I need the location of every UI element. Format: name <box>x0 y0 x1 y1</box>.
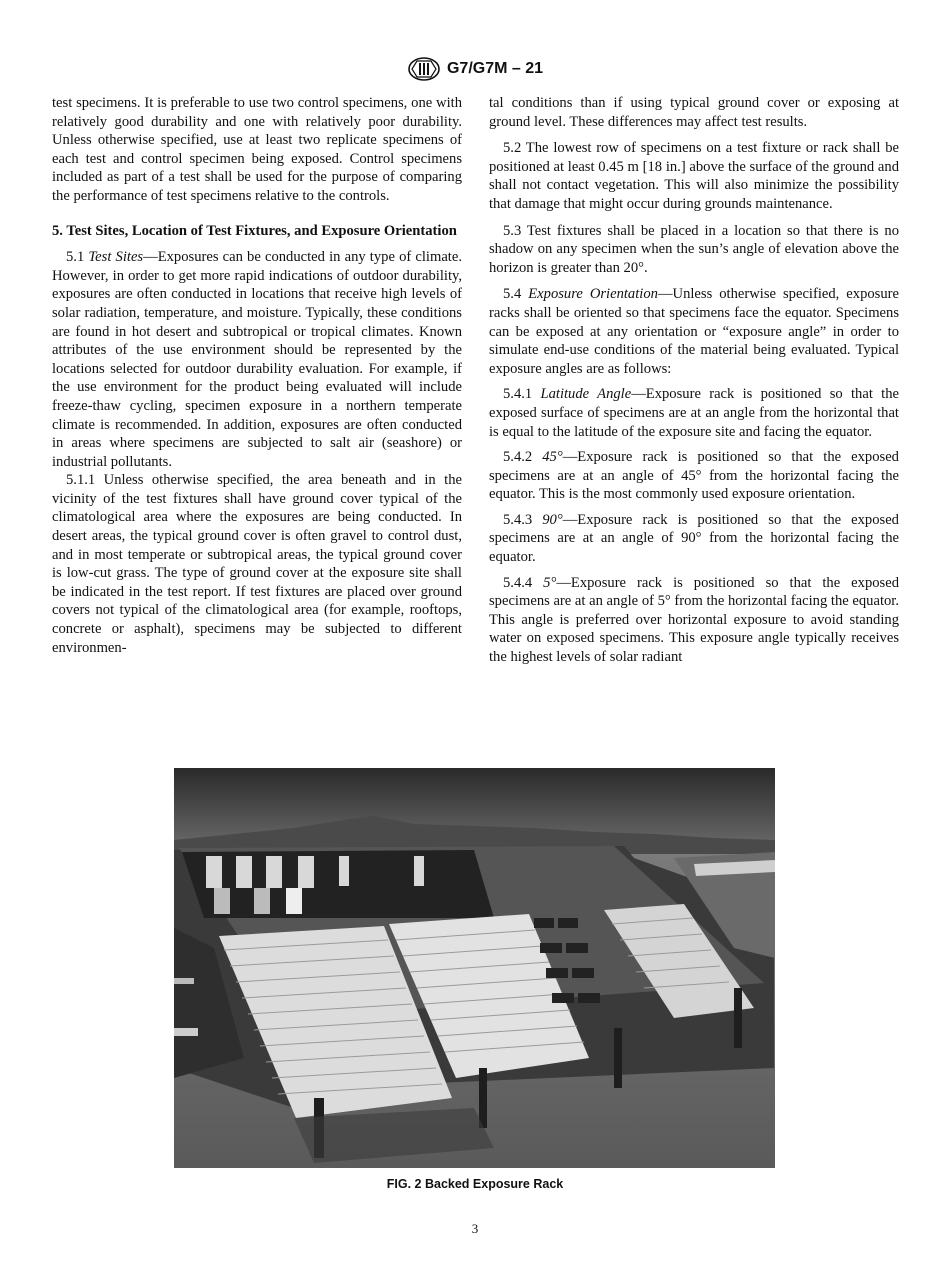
paragraph-5-4-2 <box>489 448 899 504</box>
paragraph-5-4-text: —Unless otherwise specified, exposure racks shall be oriented so that specimens face the equator. Specimens can be exposed at any orientation or “exposure angle” in order to simulate end-use conditions of the material being evaluated. Typical exposure angles are as follows: <box>489 286 899 377</box>
paragraph-5-4-1-title: Latitude Angle <box>540 386 632 403</box>
paragraph-5-1-1: 5.1.1 Unless otherwise specified, the area beneath and in the vicinity of the test fixtures shall have ground cover typical of the climatological area where the exposures are being conducted. In desert areas, the typical ground cover is often gravel to control dust, and in most temperate or subtropical areas, the typical ground cover is low-cut grass. The type of ground cover at the exposure site shall be indicated in the test report. If test fixtures are placed over ground covers not typical of the climatological area (for example, rooftops, concrete or asphalt), specimens may be subjected to different environmen- <box>52 472 462 656</box>
continued-paragraph: test specimens. It is preferable to use two control specimens, one with relatively good durability and one with relatively poor durability. Unless otherwise specified, use at least two replicate specimens of each test and control specimen being exposed. Control specimens included as part of a test shall be used for the purpose of comparing the performance of test specimens relative to the controls. <box>52 95 462 204</box>
paragraph-5-4-4-number: 5.4.4 <box>503 574 533 591</box>
paragraph-5-1-text: —Exposures can be conducted in any type of climate. However, in order to get more rapid indications of outdoor durability, exposures are often conducted in locations that receive high levels of solar radiation, temperature, and moisture. Typically, these conditions are found in hot desert and subtropical or tropical climates. Known attributes of the use environment should be represented by the locations selected for outdoor durability evaluation. For example, if the use environment for the product being evaluated will include freeze-thaw cycling, specimen exposure in a northern temperate climate is recommended. In addition, exposures are often conducted in areas where specimens are subjected to salt air (seashore) or industrial pollutants. <box>52 249 462 470</box>
paragraph-5-4-4 <box>489 574 899 667</box>
paragraph-5-4-1-number: 5.4.1 <box>503 386 533 403</box>
paragraph-5-3: 5.3 Test fixtures shall be placed in a location so that there is no shadow on any specimen when the sun’s angle of elevation above the horizon is greater than 20°. <box>489 222 899 276</box>
paragraph-5-4-3-title: 90° <box>542 511 563 528</box>
paragraph-5-4-4-text: —Exposure rack is positioned so that the exposed specimens are at an angle of 5° from the horizontal facing the equator. This angle is preferred over horizontal exposure to avoid standing water on exposed specimens. This exposure angle typically receives the highest levels of solar radiant <box>489 574 899 666</box>
paragraph-5-2: 5.2 The lowest row of specimens on a test fixture or rack shall be positioned at least 0.45 m [18 in.] above the surface of the ground and shall not contact vegetation. This will also minimize the possibility that damage that might occur during grounds maintenance. <box>489 140 899 212</box>
paragraph-5-4-3-number: 5.4.3 <box>503 511 533 528</box>
right-column <box>489 94 899 667</box>
paragraph-5-4-3 <box>489 511 899 567</box>
paragraph-5-4-2-text: —Exposure rack is positioned so that the exposed specimens are at an angle of 45° from the horizontal facing the equator. This is the most commonly used exposure orientation. <box>489 449 899 503</box>
left-column <box>52 94 462 657</box>
paragraph-5-1-title: Test Sites <box>88 249 144 266</box>
paragraph-5-1 <box>52 248 462 471</box>
paragraph-5-1-number: 5.1 <box>66 249 85 266</box>
paragraph-5-4-number: 5.4 <box>503 286 522 303</box>
astm-logo-icon <box>407 57 441 81</box>
page-header <box>0 57 950 81</box>
paragraph-5-4-2-number: 5.4.2 <box>503 449 533 466</box>
paragraph-5-4-title: Exposure Orientation <box>528 286 658 303</box>
continued-paragraph-right: tal conditions than if using typical ground cover or exposing at ground level. These differences may affect test results. <box>489 95 899 130</box>
exposure-rack-photo <box>174 768 775 1168</box>
paragraph-5-4-1 <box>489 385 899 441</box>
paragraph-5-4-2-title: 45° <box>542 449 563 466</box>
paragraph-5-4-1-text: —Exposure rack is positioned so that the exposed surface of specimens are at an angle from the horizontal that is equal to the latitude of the exposure site and facing the equator. <box>489 386 899 440</box>
paragraph-5-4-3-text: —Exposure rack is positioned so that the exposed specimens are at an angle of 90° from the horizontal facing the equator. <box>489 511 899 566</box>
page-number: 3 <box>471 1221 479 1236</box>
figure-caption: FIG. 2 Backed Exposure Rack <box>386 1177 564 1191</box>
paragraph-5-4-4-title: 5° <box>543 574 557 591</box>
document-designation: G7/G7M – 21 <box>446 60 544 77</box>
section-5-heading: 5. Test Sites, Location of Test Fixtures, and Exposure Orientation <box>52 222 457 239</box>
paragraph-5-4 <box>489 285 899 378</box>
